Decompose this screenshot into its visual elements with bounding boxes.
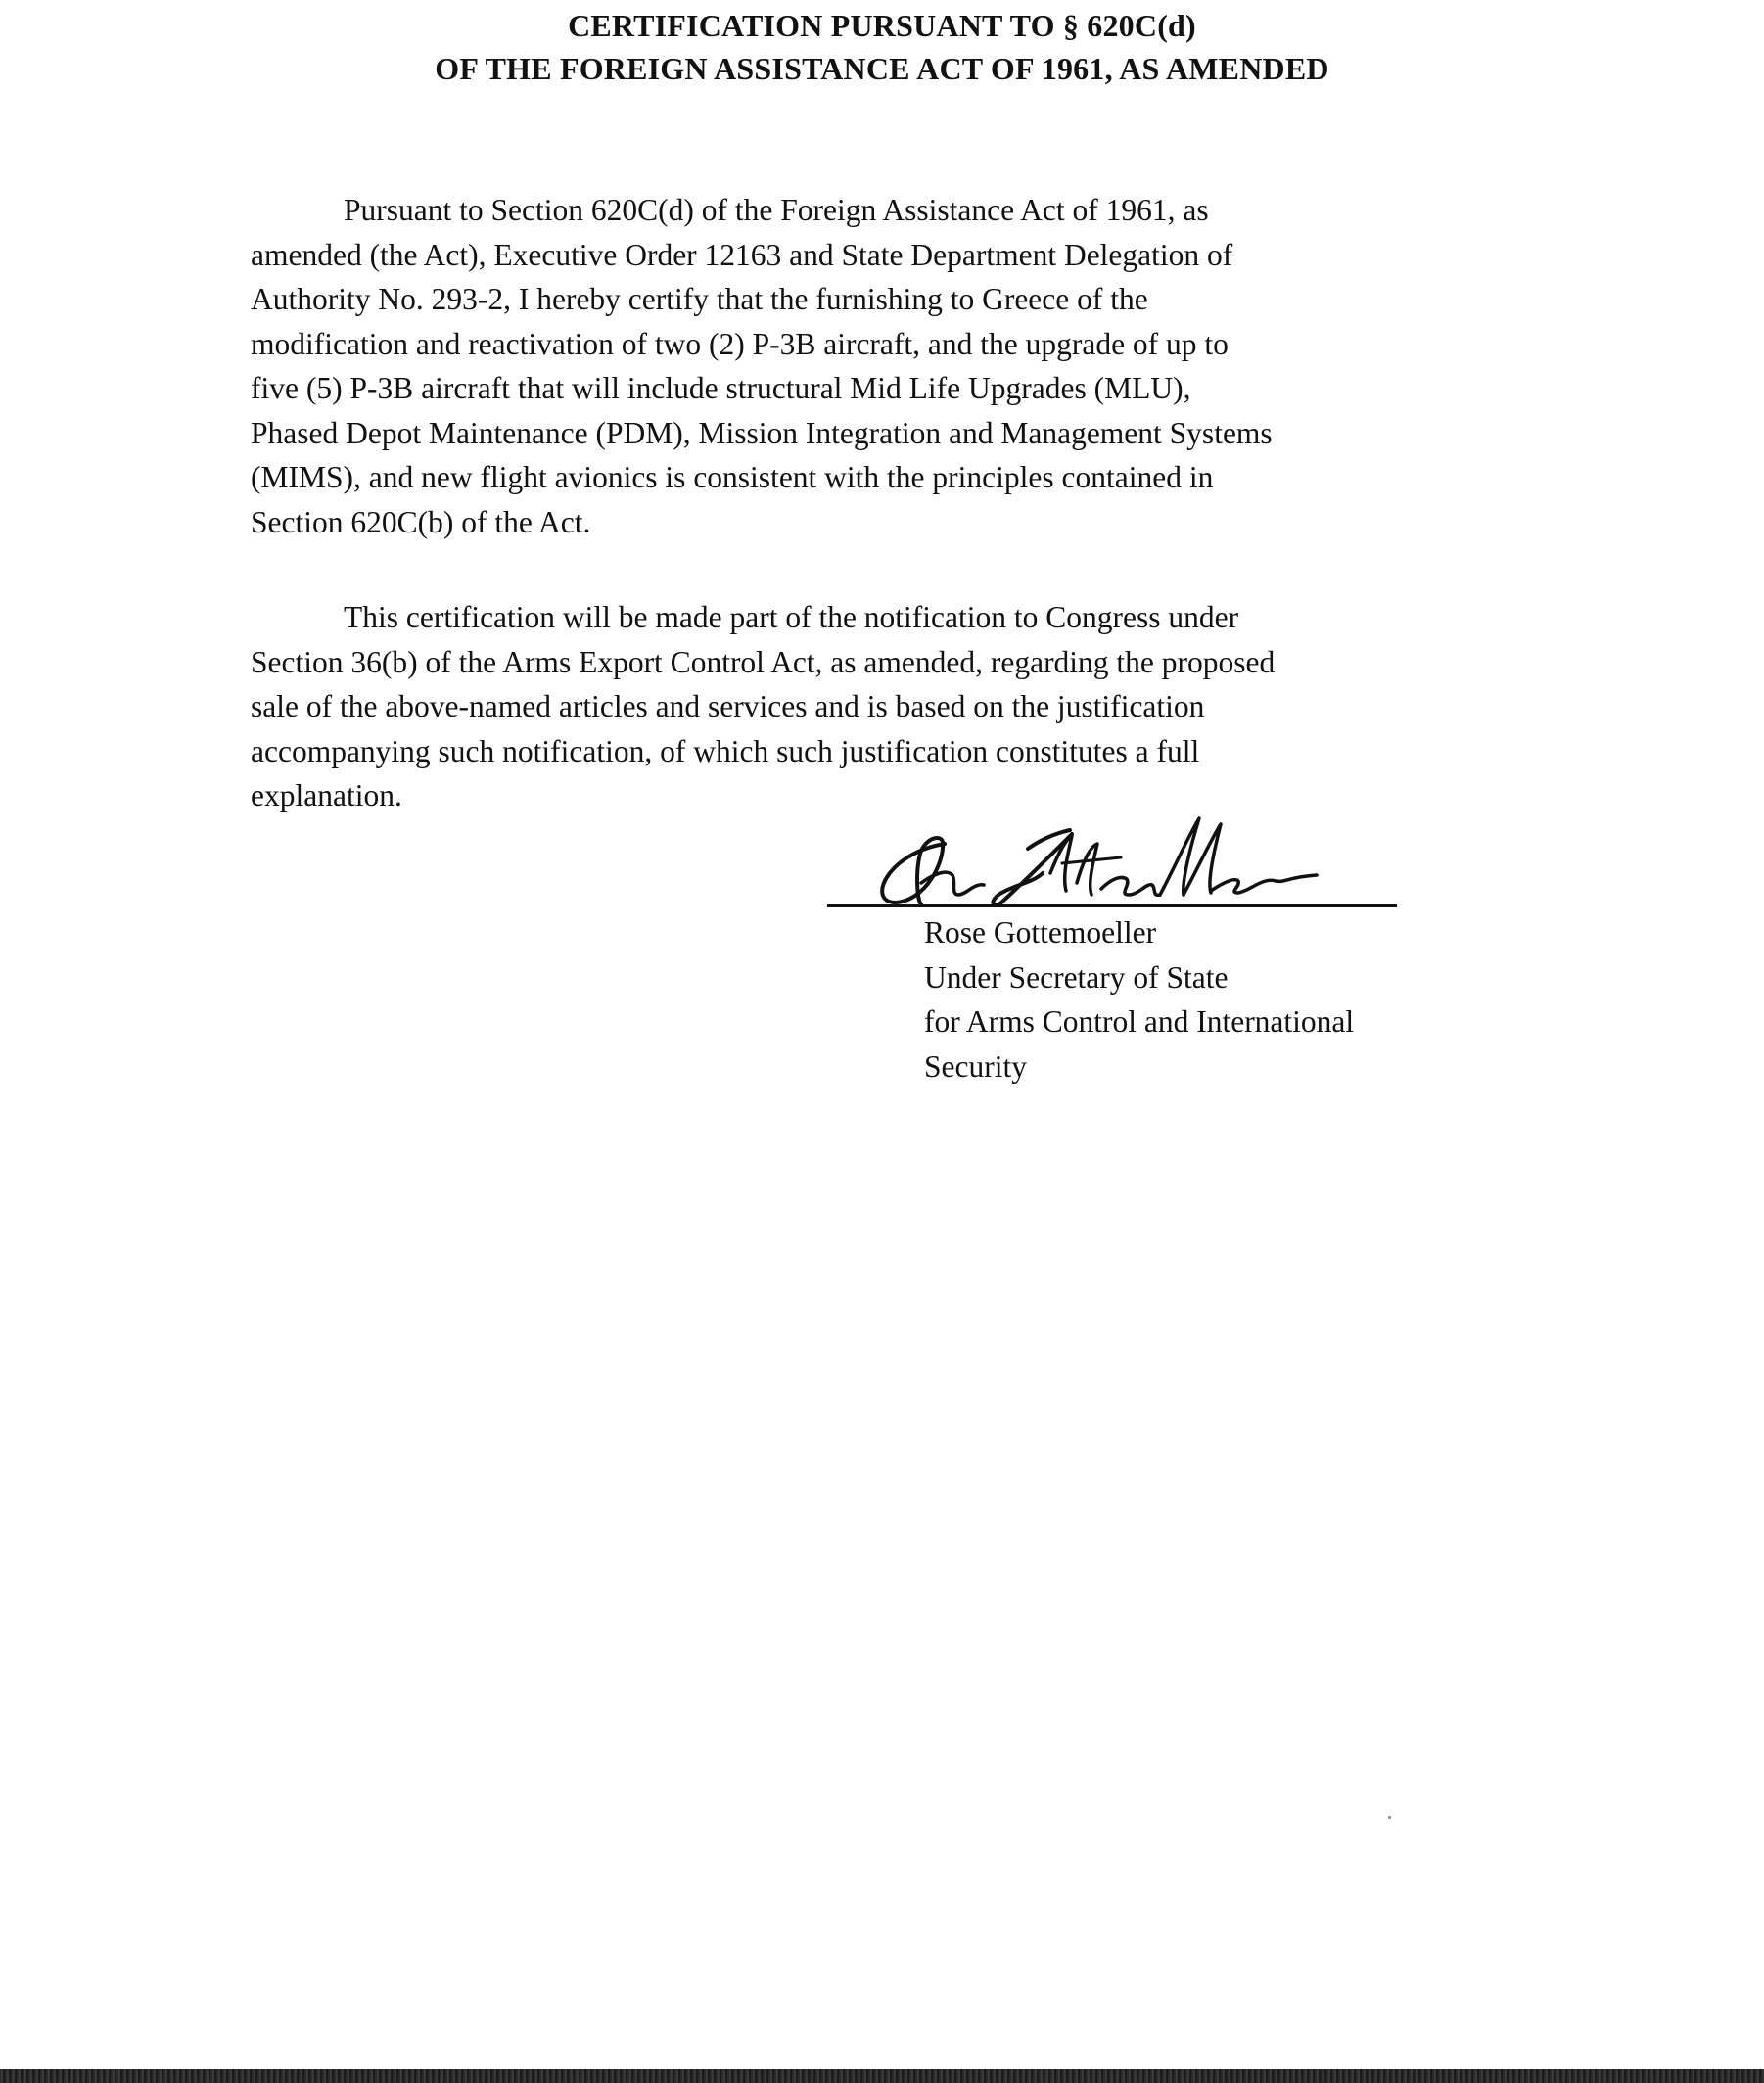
paragraph-line: amended (the Act), Executive Order 12163 and State Department Delegation of xyxy=(251,237,1233,272)
signatory-name: Rose Gottemoeller xyxy=(924,915,1157,949)
signatory-title-line-2: for Arms Control and International xyxy=(924,1004,1355,1039)
title-line-1: CERTIFICATION PURSUANT TO § 620C(d) xyxy=(568,8,1196,43)
paragraph-line: (MIMS), and new flight avionics is consistent with the principles contained in xyxy=(251,460,1214,494)
notification-paragraph xyxy=(251,595,1513,818)
paragraph-line: Section 620C(b) of the Act. xyxy=(251,504,591,539)
paragraph-line: Pursuant to Section 620C(d) of the Foreign Assistance Act of 1961, as xyxy=(344,193,1209,227)
signature-line xyxy=(827,904,1397,907)
title-line-2: OF THE FOREIGN ASSISTANCE ACT OF 1961, AS AMENDED xyxy=(435,51,1329,86)
signatory-block xyxy=(924,910,1354,1088)
paragraph-line: Authority No. 293-2, I hereby certify that the furnishing to Greece of the xyxy=(251,282,1148,316)
handwritten-signature xyxy=(827,805,1400,912)
paragraph-line: Phased Depot Maintenance (PDM), Mission Integration and Management Systems xyxy=(251,415,1273,450)
scan-speck xyxy=(1388,1816,1391,1819)
paragraph-line: This certification will be made part of the notification to Congress under xyxy=(344,600,1239,634)
signatory-title-line-1: Under Secretary of State xyxy=(924,959,1229,995)
paragraph-line: sale of the above-named articles and services and is based on the justification xyxy=(251,689,1205,723)
certification-paragraph xyxy=(251,188,1513,544)
paragraph-line: five (5) P-3B aircraft that will include structural Mid Life Upgrades (MLU), xyxy=(251,371,1191,405)
paragraph-line: Section 36(b) of the Arms Export Control Act, as amended, regarding the proposed xyxy=(251,644,1276,679)
scan-bottom-edge xyxy=(0,2069,1764,2083)
signatory-title-line-3: Security xyxy=(924,1048,1027,1084)
paragraph-line: accompanying such notification, of which such justification constitutes a full xyxy=(251,733,1200,768)
document-title xyxy=(0,4,1764,90)
paragraph-line: modification and reactivation of two (2) P-3B aircraft, and the upgrade of up to xyxy=(251,326,1229,361)
paragraph-line: explanation. xyxy=(251,778,402,812)
